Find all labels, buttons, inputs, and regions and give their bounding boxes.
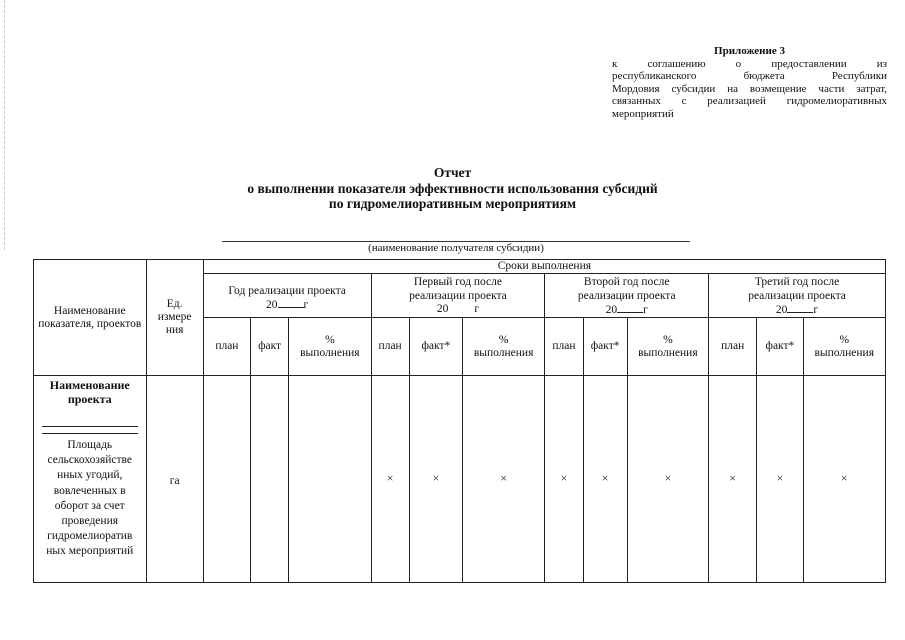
project-name: Наименование проекта bbox=[49, 378, 130, 406]
cross-mark: × bbox=[627, 376, 708, 583]
project-cell bbox=[34, 376, 147, 583]
project-name-line bbox=[42, 426, 138, 427]
appendix-line: мероприятий bbox=[612, 107, 674, 120]
recipient-caption: (наименование получателя субсидии) bbox=[368, 242, 544, 254]
cross-mark: × bbox=[371, 376, 409, 583]
report-table bbox=[33, 259, 886, 583]
report-title-line: Отчет bbox=[433, 165, 472, 180]
period-header-2: Второй год после реализации проекта 20 г bbox=[545, 274, 709, 318]
deadlines-header: Сроки выполнения bbox=[203, 260, 885, 274]
cross-mark: × bbox=[409, 376, 462, 583]
indicator-text: Площадь сельскохозяйстве нных угодий, вовлеченных в оборот за счет проведения гидромелиоратив ных мероприятий bbox=[46, 439, 134, 558]
cross-mark: × bbox=[709, 376, 757, 583]
appendix-line: республиканского бюджета Республики bbox=[612, 70, 887, 83]
sub-plan: план bbox=[371, 318, 409, 376]
unit-column-header: Ед. измере ния bbox=[146, 260, 203, 376]
appendix-block bbox=[612, 45, 887, 121]
sub-percent: % выполнения bbox=[627, 318, 708, 376]
sub-fact: факт bbox=[251, 318, 289, 376]
sub-percent: % выполнения bbox=[462, 318, 544, 376]
appendix-line: Мордовия субсидии на возмещение части затрат, bbox=[612, 82, 887, 95]
sub-percent: % выполнения bbox=[803, 318, 886, 376]
sub-plan: план bbox=[203, 318, 250, 376]
sub-fact-star: факт* bbox=[409, 318, 462, 376]
period-header-3: Третий год после реализации проекта 20 г bbox=[709, 274, 886, 318]
sub-fact-star: факт* bbox=[583, 318, 627, 376]
value-cell bbox=[251, 376, 289, 583]
sub-fact-star: факт* bbox=[757, 318, 803, 376]
report-title-line: по гидромелиоративным мероприятиям bbox=[328, 196, 577, 211]
value-cell bbox=[289, 376, 371, 583]
appendix-title: Приложение 3 bbox=[714, 45, 785, 57]
sub-plan: план bbox=[709, 318, 757, 376]
indicator-column-header: Наименование показателя, проектов bbox=[34, 260, 147, 376]
period-header-0: Год реализации проекта 20 г bbox=[203, 274, 371, 318]
appendix-line: связанных с реализацией гидромелиоративных bbox=[612, 95, 887, 108]
sub-plan: план bbox=[545, 318, 583, 376]
cross-mark: × bbox=[803, 376, 886, 583]
cross-mark: × bbox=[545, 376, 583, 583]
value-cell bbox=[203, 376, 250, 583]
sub-percent: % выполнения bbox=[289, 318, 371, 376]
page-edge-mark bbox=[4, 0, 6, 250]
report-title-line: о выполнении показателя эффективности использования субсидий bbox=[247, 180, 658, 196]
appendix-line: к соглашению о предоставлении из bbox=[612, 57, 887, 70]
cross-mark: × bbox=[462, 376, 544, 583]
report-title bbox=[0, 165, 905, 212]
cross-mark: × bbox=[583, 376, 627, 583]
unit-cell: га bbox=[146, 376, 203, 583]
cross-mark: × bbox=[757, 376, 803, 583]
project-name-line bbox=[42, 433, 138, 434]
period-header-1: Первый год после реализации проекта 20 г bbox=[371, 274, 545, 318]
